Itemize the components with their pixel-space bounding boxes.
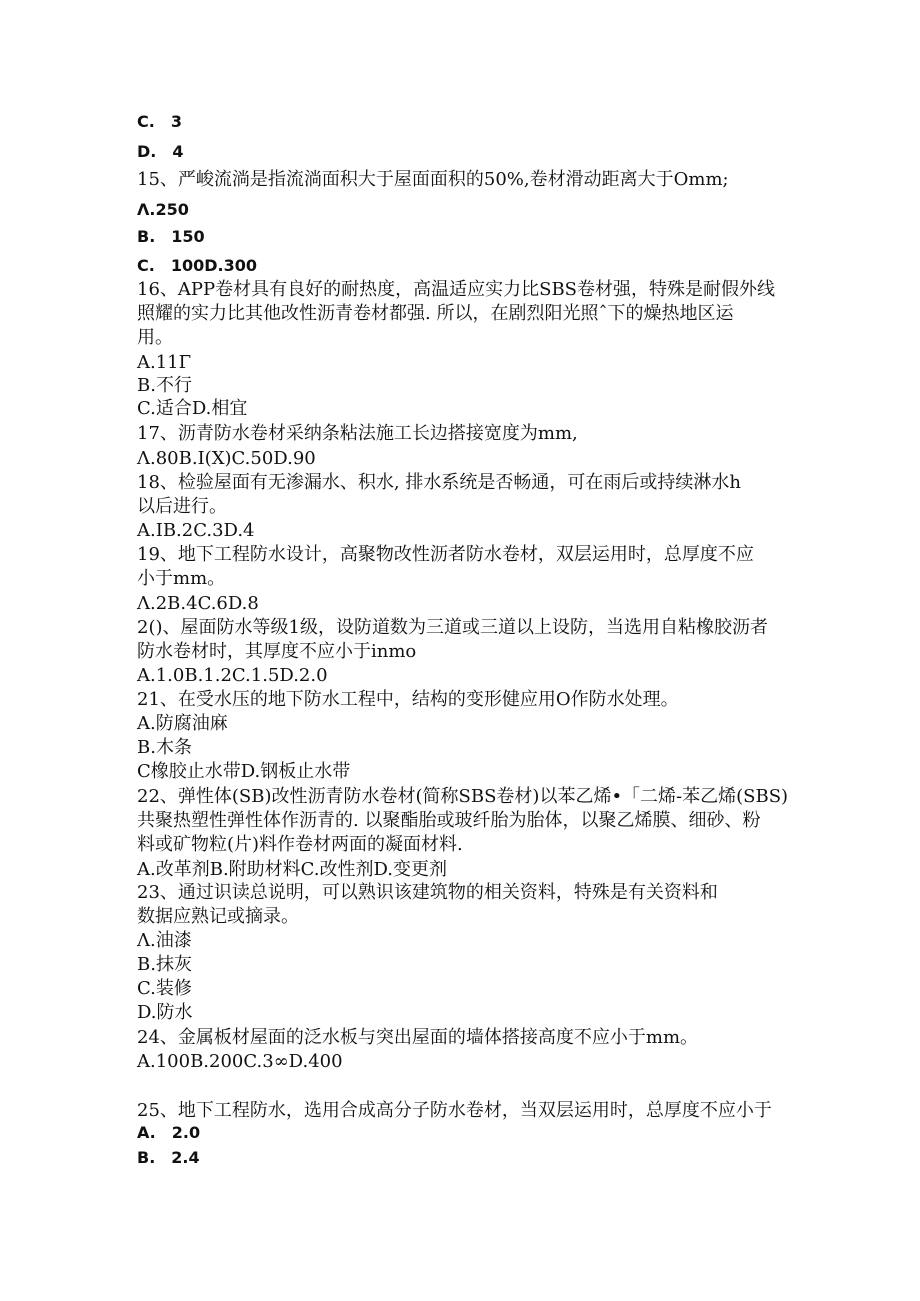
doc-line: 防水卷材时，其厚度不应小于inmo xyxy=(137,641,417,662)
option-value: 150 xyxy=(171,227,205,246)
doc-line: C.装修 xyxy=(137,978,192,999)
doc-line: Λ.2B.4C.6D.8 xyxy=(137,593,259,614)
doc-line: 19、地下工程防水设计，高聚物改性沥者防水卷材，双层运用时，总厚度不应 xyxy=(137,544,754,565)
doc-line: B.木条 xyxy=(137,737,192,758)
option-label: B. xyxy=(137,227,156,246)
doc-line: C橡胶止水带D.钢板止水带 xyxy=(137,761,351,782)
doc-line: A.防腐油麻 xyxy=(137,713,228,734)
doc-line: A.IB.2C.3D.4 xyxy=(137,520,255,541)
doc-line xyxy=(137,198,189,222)
doc-line: 21、在受水压的地下防水工程中，结构的变形健应用O作防水处理。 xyxy=(137,689,679,710)
doc-line: 共聚热塑性弹性体作沥青的. 以聚酯胎或玻纤胎为胎体，以聚乙烯膜、细砂、粉 xyxy=(137,810,761,831)
doc-line xyxy=(137,225,205,249)
option-value: 2.0 xyxy=(171,1123,201,1142)
doc-line: 数据应熟记或摘录。 xyxy=(137,906,299,927)
doc-line: A.11Γ xyxy=(137,352,192,373)
doc-line xyxy=(137,1121,200,1145)
doc-line: 23、通过识读总说明，可以熟识该建筑物的相关资料，特殊是有关资料和 xyxy=(137,882,718,903)
doc-line: A.100B.200C.3∞D.400 xyxy=(137,1051,343,1072)
doc-line xyxy=(137,110,182,134)
doc-line xyxy=(137,140,184,164)
option-label: B. xyxy=(137,1148,156,1167)
doc-line: A.1.0B.1.2C.1.5D.2.0 xyxy=(137,665,328,686)
doc-line xyxy=(137,254,257,278)
doc-line: 2()、屋面防水等级1级，设防道数为三道或三道以上设防，当选用自粘橡胶沥者 xyxy=(137,617,768,638)
option-label: C. xyxy=(137,256,155,275)
doc-line: 用。 xyxy=(137,327,173,348)
doc-line: 17、沥青防水卷材采纳条粘法施工长边搭接宽度为mm, xyxy=(137,423,578,444)
doc-line: C.适合D.相宜 xyxy=(137,398,248,419)
doc-line: 18、检验屋面有无渗漏水、积水, 排水系统是否畅通，可在雨后或持续淋水h xyxy=(137,472,741,493)
option-value: 3 xyxy=(170,112,182,131)
doc-line: 22、弹性体(SB)改性沥青防水卷材(简称SBS卷材)以苯乙烯•「二烯-苯乙烯(SBS) xyxy=(137,786,789,807)
option-label: Λ.250 xyxy=(137,200,189,219)
doc-line: 小于mm。 xyxy=(137,568,226,589)
option-label: C. xyxy=(137,112,155,131)
doc-line: 照耀的实力比其他改性沥青卷材都强. 所以，在剧烈阳光照ˆ下的燥热地区运 xyxy=(137,303,734,324)
option-value: 4 xyxy=(172,142,184,161)
doc-line: D.防水 xyxy=(137,1002,193,1023)
doc-line: Λ.油漆 xyxy=(137,930,192,951)
doc-line: B.不行 xyxy=(137,375,192,396)
doc-line: 25、地下工程防水，选用合成高分子防水卷材，当双层运用时，总厚度不应小于 xyxy=(137,1100,772,1121)
doc-line: 15、严峻流淌是指流淌面积大于屋面面积的50%,卷材滑动距离大于Omm; xyxy=(137,169,729,190)
doc-line: 以后进行。 xyxy=(137,496,227,517)
doc-line xyxy=(137,1146,200,1170)
option-value: 2.4 xyxy=(171,1148,200,1167)
option-label: D. xyxy=(137,142,157,161)
option-label: A. xyxy=(137,1123,156,1142)
doc-line: B.抹灰 xyxy=(137,954,192,975)
doc-line: Λ.80B.I(X)C.50D.90 xyxy=(137,448,316,469)
doc-line: A.改革剂B.附助材料C.改性剂D.变更剂 xyxy=(137,859,448,880)
option-value: 100D.300 xyxy=(170,256,257,275)
doc-line: 16、APP卷材具有良好的耐热度，高温适应实力比SBS卷材强，特殊是耐假外线 xyxy=(137,279,776,300)
doc-line: 料或矿物粒(片)料作卷材两面的凝面材料. xyxy=(137,834,463,855)
doc-line: 24、金属板材屋面的泛水板与突出屋面的墙体搭接高度不应小于mm。 xyxy=(137,1027,699,1048)
